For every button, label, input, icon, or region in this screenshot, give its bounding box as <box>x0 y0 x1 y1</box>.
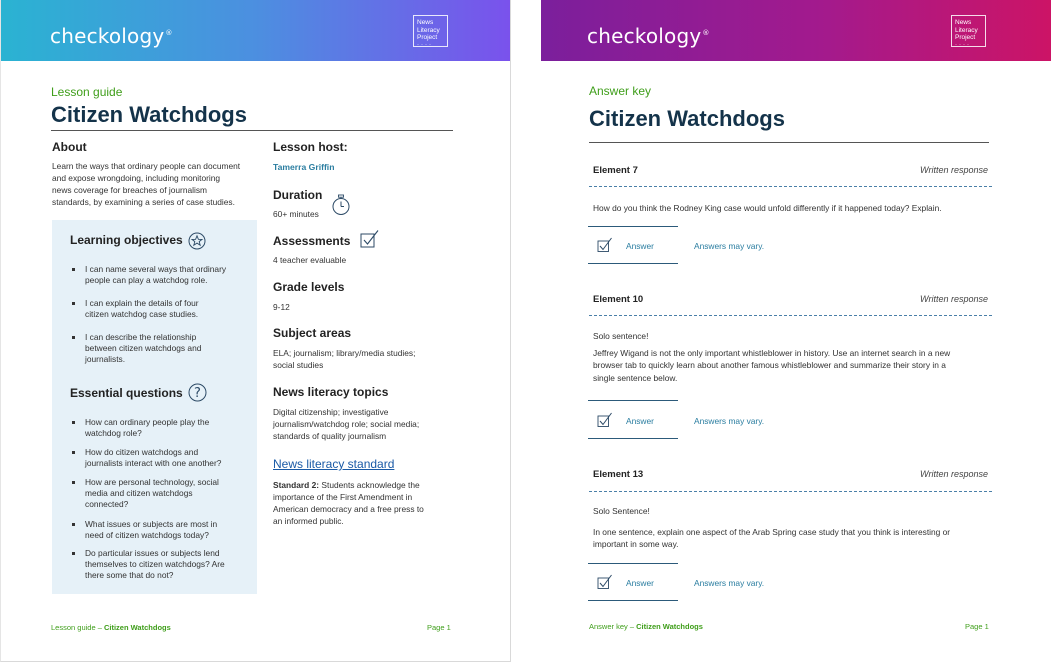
lesson-guide-page <box>0 0 511 662</box>
page-title: Citizen Watchdogs <box>51 102 247 127</box>
news-literacy-project-logo: News Literacy Project ···· <box>413 15 448 47</box>
duration-heading: Duration <box>273 188 323 202</box>
question-item: How do citizen watchdogs and journalists interact with one another? <box>85 447 247 469</box>
question-item: How can ordinary people play the watchdog role? <box>85 417 247 439</box>
essential-questions-heading: Essential questions <box>70 386 183 400</box>
title-rule <box>51 130 453 131</box>
checkbox-icon <box>597 412 613 428</box>
stopwatch-icon <box>331 194 351 216</box>
learning-objectives-heading: Learning objectives <box>70 233 183 247</box>
element-header: Element 7 Written response <box>593 165 988 176</box>
answer-rule <box>588 438 678 439</box>
header-banner <box>541 0 1051 61</box>
answer-label: Answer <box>626 241 654 251</box>
element-divider <box>589 315 992 316</box>
doc-kicker: Answer key <box>589 84 652 98</box>
objective-item: I can explain the details of four citizen watchdog case studies. <box>85 298 247 320</box>
answer-rule <box>588 263 678 264</box>
about-heading: About <box>52 140 87 154</box>
checkbox-icon <box>597 237 613 253</box>
grade-levels-value: 9-12 <box>273 302 290 312</box>
checkology-logo: checkology® <box>50 24 173 48</box>
assessments-value: 4 teacher evaluable <box>273 255 347 265</box>
checkology-logo: checkology® <box>587 24 710 48</box>
header-banner <box>1 0 510 61</box>
question-item: Do particular issues or subjects lend themselves to citizen watchdogs? Are there some that do not? <box>85 548 247 581</box>
checkbox-icon <box>597 574 613 590</box>
subject-areas-heading: Subject areas <box>273 326 352 340</box>
objective-item: I can name several ways that ordinary people can play a watchdog role. <box>85 264 247 286</box>
element-divider <box>589 491 992 492</box>
element-divider <box>589 186 992 187</box>
doc-kicker: Lesson guide <box>51 85 123 99</box>
subject-areas-value: ELA; journalism; library/media studies; social studies <box>273 348 416 370</box>
about-text: Learn the ways that ordinary people can document and expose wrongdoing, including monitoring news coverage for breaches of journalism standards, by examining a series of case studies. <box>52 161 241 207</box>
title-rule <box>589 142 989 143</box>
answer-key-page <box>541 0 1051 662</box>
element-header: Element 10 Written response <box>593 294 988 305</box>
news-literacy-standard-link[interactable]: News literacy standard <box>273 457 395 471</box>
lesson-host-name: Tamerra Griffin <box>273 162 335 172</box>
answer-rule <box>588 563 678 564</box>
question-item: What issues or subjects are most in need of citizen watchdogs today? <box>85 519 247 541</box>
question-mark-icon <box>188 383 207 402</box>
answer-label: Answer <box>626 416 654 426</box>
answer-text: Answers may vary. <box>694 416 765 426</box>
checkbox-icon <box>360 229 380 249</box>
element-prompt: Solo sentence! Jeffrey Wigand is not the only important whistleblower in history. Use an internet search in a new browser tab to quickly learn about another famous whistleblower and summarize their story in a single sentence below. <box>593 331 951 383</box>
assessments-heading: Assessments <box>273 234 351 248</box>
question-item: How are personal technology, social media and citizen watchdogs connected? <box>85 477 247 510</box>
element-header: Element 13 Written response <box>593 469 988 480</box>
svg-text:?: ? <box>194 386 201 401</box>
grade-levels-heading: Grade levels <box>273 280 345 294</box>
objective-item: I can describe the relationship between citizen watchdogs and journalists. <box>85 332 247 365</box>
page-title: Citizen Watchdogs <box>589 106 785 131</box>
news-literacy-project-logo: News Literacy Project ···· <box>951 15 986 47</box>
answer-rule <box>588 600 678 601</box>
element-prompt: Solo Sentence! In one sentence, explain one aspect of the Arab Spring case study that you think is interesting or important in some way. <box>593 506 951 549</box>
lesson-host-heading: Lesson host: <box>273 140 348 154</box>
page-footer: Answer key – Citizen Watchdogs <box>589 622 703 631</box>
news-literacy-topics-value: Digital citizenship; investigative journalism/watchdog role; social media; standards of quality journalism <box>273 407 420 441</box>
page-footer: Lesson guide – Citizen Watchdogs <box>51 623 171 632</box>
page-number: Page 1 <box>427 623 451 632</box>
element-prompt: How do you think the Rodney King case would unfold differently if it happened today? Explain. <box>593 203 942 213</box>
page-number: Page 1 <box>965 622 989 631</box>
answer-rule <box>588 400 678 401</box>
standard-text: Standard 2: Students acknowledge the importance of the First Amendment in American democracy and a free press to an informed public. <box>273 480 424 526</box>
answer-text: Answers may vary. <box>694 241 765 251</box>
answer-rule <box>588 226 678 227</box>
duration-value: 60+ minutes <box>273 209 319 219</box>
star-icon <box>188 232 206 250</box>
answer-text: Answers may vary. <box>694 578 765 588</box>
answer-label: Answer <box>626 578 654 588</box>
news-literacy-topics-heading: News literacy topics <box>273 385 389 399</box>
